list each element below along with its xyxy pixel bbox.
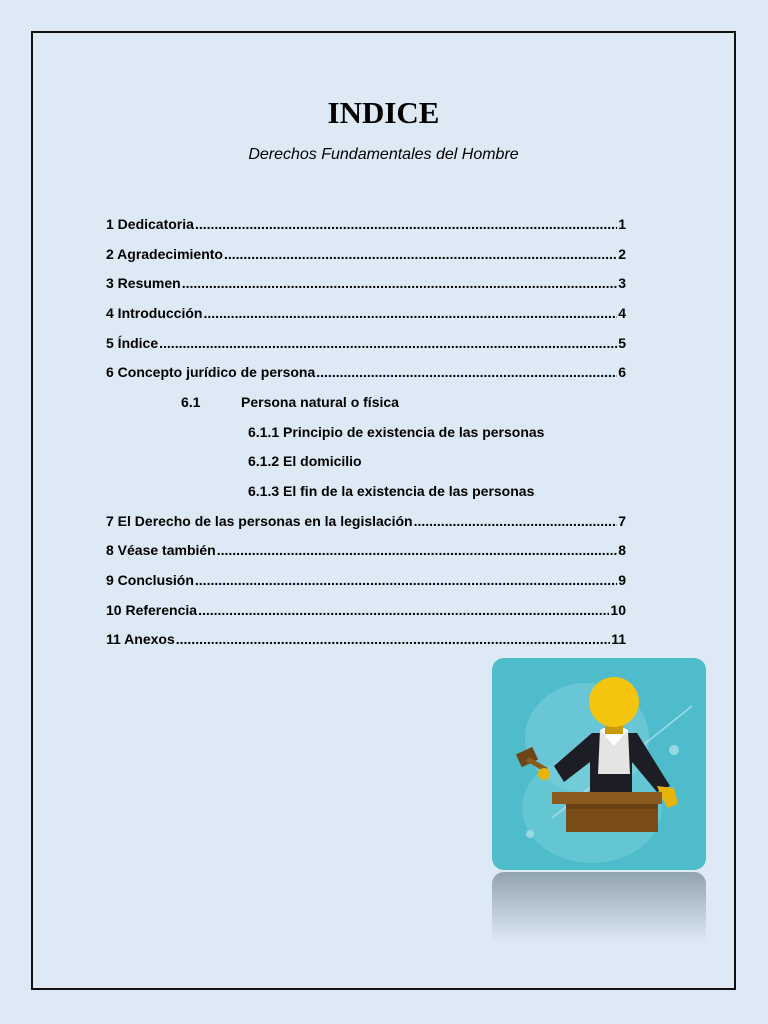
toc-entry-label: 6 Concepto jurídico de persona — [106, 364, 316, 381]
toc-subentry[interactable] — [106, 387, 626, 417]
toc-entry-page: 1 — [618, 215, 626, 232]
toc-leader — [176, 631, 610, 647]
toc-entry[interactable] — [106, 565, 626, 595]
toc-entry-label: 8 Véase también — [106, 542, 216, 559]
toc-subsubentry[interactable] — [106, 417, 626, 447]
toc-entry-label: 11 Anexos — [106, 631, 175, 648]
toc-subentry-label: Persona natural o física — [241, 393, 399, 410]
toc-entry[interactable] — [106, 595, 626, 625]
toc-subsubentry-label: 6.1.3 El fin de la existencia de las personas — [248, 483, 535, 500]
toc-entry[interactable] — [106, 268, 626, 298]
toc-entry-page: 7 — [618, 512, 626, 529]
document-subtitle: Derechos Fundamentales del Hombre — [248, 146, 519, 163]
toc-entry-label: 2 Agradecimiento — [106, 245, 223, 262]
toc-entry-label: 10 Referencia — [106, 601, 198, 618]
illustration-reflection — [492, 872, 706, 942]
toc-entry-label: 1 Dedicatoria — [106, 215, 194, 232]
page-frame — [31, 31, 736, 990]
toc-entry[interactable] — [106, 506, 626, 536]
judge-gavel-icon — [492, 658, 706, 870]
toc-leader — [414, 513, 618, 529]
toc-entry-label: 7 El Derecho de las personas en la legislación — [106, 512, 413, 529]
toc-leader — [195, 572, 617, 588]
toc-entry-page: 5 — [618, 334, 626, 351]
toc-entry-label: 4 Introducción — [106, 304, 203, 321]
toc-leader — [316, 364, 617, 380]
toc-entry[interactable] — [106, 536, 626, 566]
toc-subsubentry-label: 6.1.2 El domicilio — [248, 453, 362, 470]
toc-leader — [217, 542, 617, 558]
toc-subsubentry[interactable] — [106, 476, 626, 506]
toc-entry[interactable] — [106, 625, 626, 655]
toc-entry-label: 9 Conclusión — [106, 572, 194, 589]
toc-entry[interactable] — [106, 357, 626, 387]
table-of-contents — [106, 209, 626, 654]
toc-entry-page: 9 — [618, 572, 626, 589]
toc-entry-page: 4 — [618, 304, 626, 321]
judge-illustration — [492, 658, 706, 870]
toc-entry-page: 8 — [618, 542, 626, 559]
toc-leader — [198, 602, 609, 618]
toc-entry-page: 11 — [611, 631, 626, 648]
toc-leader — [203, 305, 617, 321]
toc-entry-page: 3 — [618, 275, 626, 292]
toc-entry-label: 3 Resumen — [106, 275, 181, 292]
toc-entry-label: 5 Índice — [106, 334, 159, 351]
toc-entry-page: 2 — [618, 245, 626, 262]
document-title: INDICE — [327, 95, 440, 130]
toc-entry-page: 10 — [610, 601, 626, 618]
toc-leader — [195, 216, 617, 232]
toc-entry[interactable] — [106, 328, 626, 358]
toc-subsubentry[interactable] — [106, 447, 626, 477]
toc-entry[interactable] — [106, 298, 626, 328]
toc-entry-page: 6 — [618, 364, 626, 381]
toc-subsubentry-label: 6.1.1 Principio de existencia de las personas — [248, 423, 545, 440]
toc-leader — [182, 275, 618, 291]
toc-entry[interactable] — [106, 209, 626, 239]
toc-leader — [159, 335, 617, 351]
toc-entry[interactable] — [106, 239, 626, 269]
toc-leader — [224, 246, 617, 262]
toc-subentry-number: 6.1 — [181, 393, 201, 410]
